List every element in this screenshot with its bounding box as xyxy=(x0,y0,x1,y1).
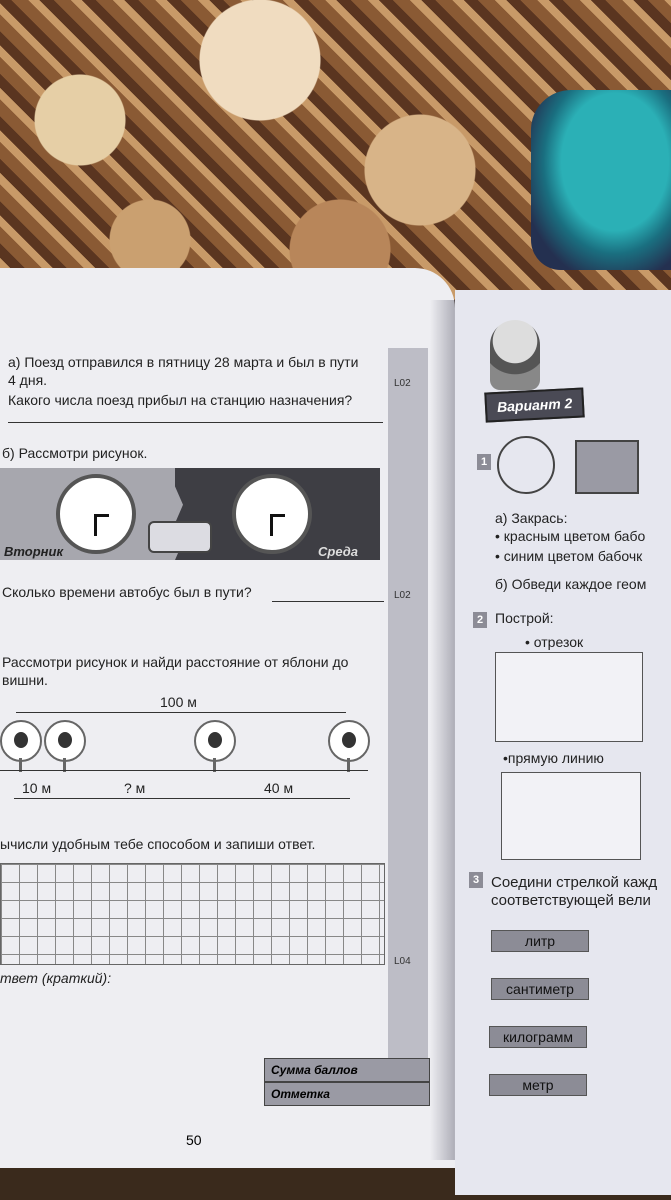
unit-santimetr[interactable]: сантиметр xyxy=(491,978,589,1000)
draw-box-segment[interactable] xyxy=(495,652,643,742)
task-a-line1: а) Поезд отправился в пятницу 28 марта и был в пути xyxy=(8,354,359,370)
score-band xyxy=(388,348,428,1093)
segment-40m: 40 м xyxy=(264,780,294,796)
task-number: 1 xyxy=(477,454,491,470)
variant-badge: Вариант 2 xyxy=(484,387,585,422)
bus-question: Сколько времени автобус был в пути? xyxy=(2,584,252,600)
clock-icon xyxy=(232,474,312,554)
cherry-tree-icon xyxy=(194,720,236,762)
line-label: •прямую линию xyxy=(503,750,604,766)
bus-icon xyxy=(148,521,212,553)
answer-label: твет (краткий): xyxy=(0,970,112,986)
total-distance-label: 100 м xyxy=(160,694,197,710)
task2-title: Построй: xyxy=(495,610,554,626)
segment-unknown: ? м xyxy=(124,780,146,796)
ground-line xyxy=(0,770,368,771)
right-page xyxy=(455,290,671,1195)
distance-task-line1: Рассмотри рисунок и найди расстояние от яблони до xyxy=(2,654,349,670)
score-mark: Отметка xyxy=(264,1082,430,1106)
distance-task-line2: вишни. xyxy=(2,672,48,688)
left-page xyxy=(0,268,455,1168)
draw-box-line[interactable] xyxy=(501,772,641,860)
task1-blue: • синим цветом бабочк xyxy=(495,548,643,564)
distance-arrow xyxy=(16,712,346,713)
compute-instruction: ычисли удобным тебе способом и запиши ответ. xyxy=(0,836,316,852)
task3-line2: соответствующей вели xyxy=(491,892,651,909)
score-sum: Сумма баллов xyxy=(264,1058,430,1082)
circle-shape xyxy=(497,436,555,494)
code-label: L02 xyxy=(394,590,411,601)
answer-line[interactable] xyxy=(272,601,384,602)
answer-line[interactable] xyxy=(8,422,383,423)
unit-metr[interactable]: метр xyxy=(489,1074,587,1096)
page-number: 50 xyxy=(186,1132,202,1148)
plum-tree-icon xyxy=(328,720,370,762)
apple-tree-icon xyxy=(44,720,86,762)
day-tuesday: Вторник xyxy=(4,544,64,559)
task-b-label: б) Рассмотри рисунок. xyxy=(2,445,148,461)
tree-icon xyxy=(0,720,42,762)
blue-object xyxy=(531,90,671,270)
task-number: 2 xyxy=(473,612,487,628)
task1-red: • красным цветом бабо xyxy=(495,528,646,544)
task3-line1: Соедини стрелкой кажд xyxy=(491,874,658,891)
task1-a: а) Закрась: xyxy=(495,510,568,526)
task-a-line2: 4 дня. xyxy=(8,372,48,388)
segment-label: • отрезок xyxy=(525,634,584,650)
unit-litr[interactable]: литр xyxy=(491,930,589,952)
clock-icon xyxy=(56,474,136,554)
task-number: 3 xyxy=(469,872,483,888)
boy-illustration xyxy=(490,320,540,390)
segment-10m: 10 м xyxy=(22,780,52,796)
unit-kilogramm[interactable]: килограмм xyxy=(489,1026,587,1048)
day-wednesday: Среда xyxy=(318,544,358,559)
task-a-question: Какого числа поезд прибыл на станцию назначения? xyxy=(8,392,353,408)
cube-shape xyxy=(575,440,639,494)
code-label: L02 xyxy=(394,378,411,389)
score-table xyxy=(264,1058,430,1106)
answer-grid[interactable] xyxy=(0,863,385,965)
task1-b: б) Обведи каждое геом xyxy=(495,576,647,592)
segments-line xyxy=(14,798,350,799)
code-label: L04 xyxy=(394,956,411,967)
